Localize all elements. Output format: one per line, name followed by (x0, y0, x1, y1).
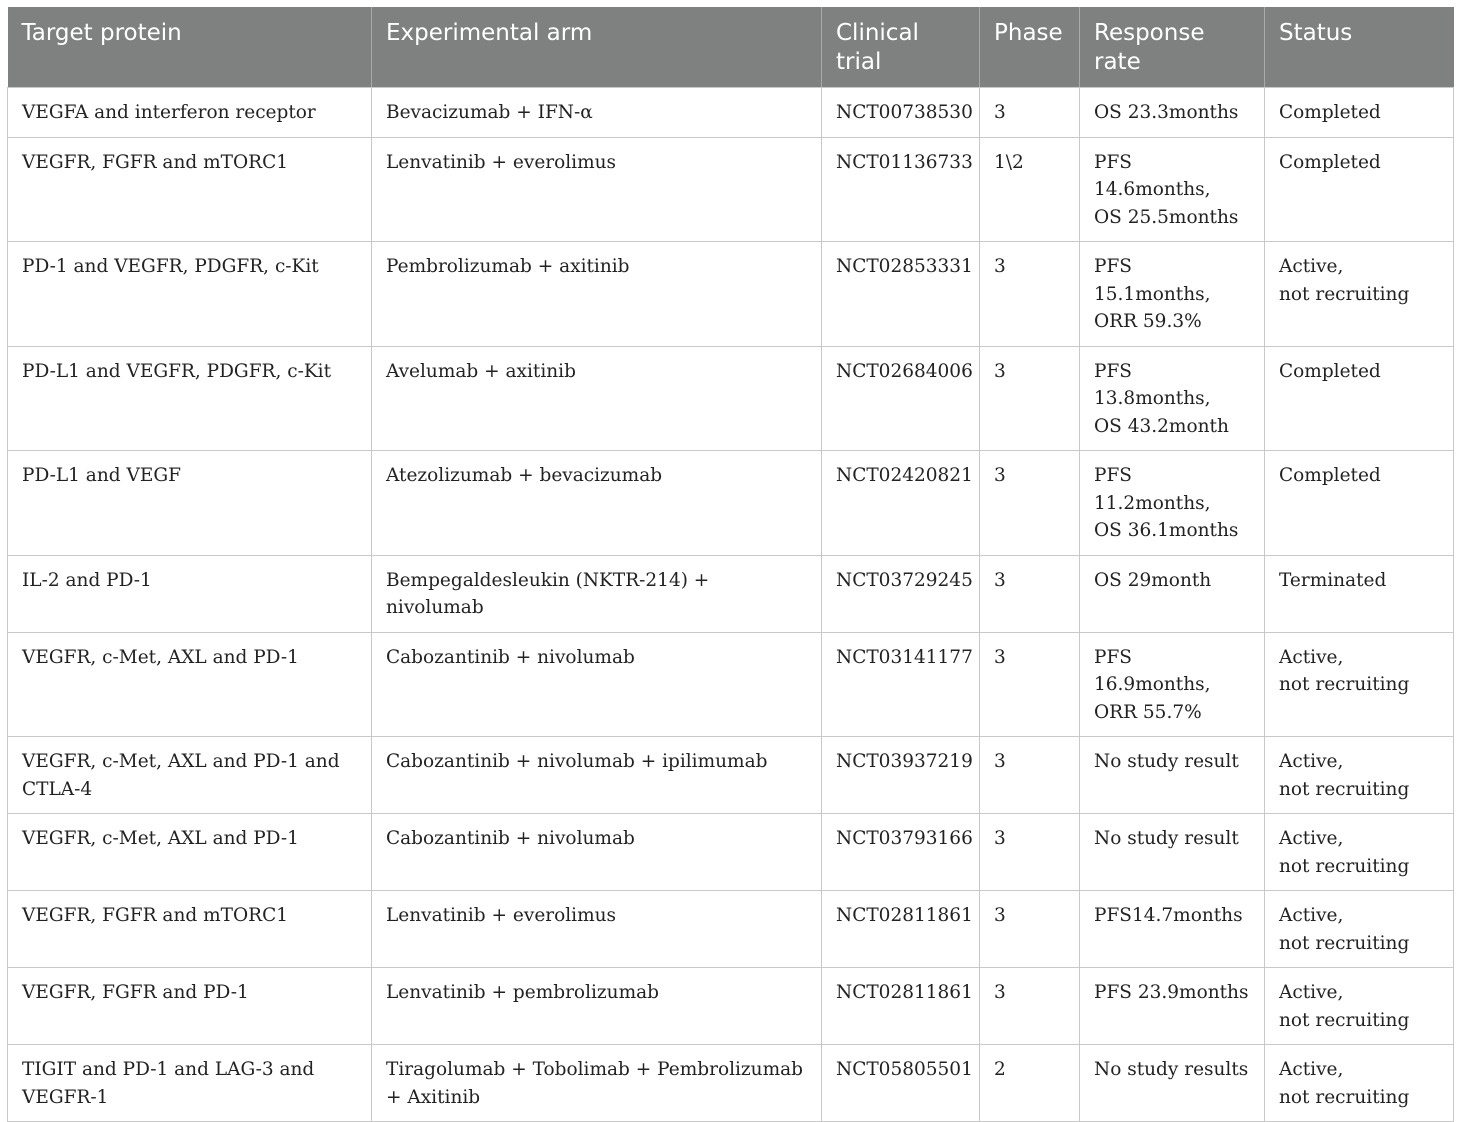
cell-text: NCT02420821 (836, 465, 973, 486)
header-label: Status (1279, 20, 1353, 46)
table-row (8, 814, 1454, 891)
cell-text: PFS14.7months (1094, 905, 1243, 926)
cell-experimental-arm (372, 814, 822, 891)
cell-text: Pembrolizumab + axitinib (386, 256, 630, 277)
cell-text: Active, not recruiting (1279, 982, 1410, 1031)
cell-text: VEGFR, c-Met, AXL and PD-1 (22, 646, 299, 668)
table-row (8, 137, 1454, 242)
cell-text: Cabozantinib + nivolumab (386, 828, 635, 849)
cell-phase (980, 88, 1080, 138)
cell-text: 3 (994, 646, 1006, 668)
cell-status (1265, 242, 1454, 347)
cell-text: 3 (994, 905, 1006, 926)
cell-status (1265, 451, 1454, 556)
cell-text: Lenvatinib + everolimus (386, 905, 617, 926)
cell-status (1265, 737, 1454, 814)
cell-text: PD-1 and VEGFR, PDGFR, c-Kit (22, 256, 319, 277)
header-label: Experimental arm (386, 20, 593, 46)
table-row (8, 88, 1454, 138)
cell-text: VEGFA and interferon receptor (22, 102, 316, 123)
cell-text: 3 (994, 982, 1006, 1003)
cell-phase (980, 242, 1080, 347)
table-header (8, 7, 1454, 88)
cell-status (1265, 346, 1454, 451)
cell-response-rate (1080, 814, 1265, 891)
cell-text: 3 (994, 256, 1006, 277)
cell-clinical-trial (822, 737, 980, 814)
cell-text: 3 (994, 569, 1006, 591)
cell-experimental-arm (372, 242, 822, 347)
cell-text: 3 (994, 465, 1006, 486)
cell-phase (980, 555, 1080, 632)
cell-text: NCT03729245 (836, 569, 973, 591)
cell-target-protein (8, 451, 372, 556)
cell-clinical-trial (822, 968, 980, 1045)
cell-text: NCT03793166 (836, 828, 973, 849)
cell-text: Active, not recruiting (1279, 256, 1410, 305)
cell-text: No study results (1094, 1059, 1249, 1080)
cell-experimental-arm (372, 88, 822, 138)
cell-response-rate (1080, 451, 1265, 556)
cell-phase (980, 814, 1080, 891)
header-experimental-arm (372, 7, 822, 88)
cell-target-protein (8, 242, 372, 347)
cell-status (1265, 632, 1454, 737)
header-row (8, 7, 1454, 88)
cell-text: Completed (1279, 360, 1381, 382)
cell-text: PFS 23.9months (1094, 982, 1249, 1003)
cell-clinical-trial (822, 137, 980, 242)
cell-text: PFS 13.8months, OS 43.2month (1094, 360, 1229, 437)
cell-text: No study result (1094, 751, 1239, 772)
cell-phase (980, 451, 1080, 556)
cell-experimental-arm (372, 968, 822, 1045)
cell-experimental-arm (372, 1045, 822, 1122)
cell-response-rate (1080, 555, 1265, 632)
cell-text: NCT02811861 (836, 905, 973, 926)
cell-text: 3 (994, 102, 1006, 123)
cell-target-protein (8, 346, 372, 451)
cell-target-protein (8, 555, 372, 632)
cell-text: Completed (1279, 465, 1381, 486)
cell-clinical-trial (822, 88, 980, 138)
cell-text: No study result (1094, 828, 1239, 849)
cell-text: VEGFR, FGFR and mTORC1 (22, 905, 289, 926)
cell-text: Active, not recruiting (1279, 828, 1410, 877)
cell-text: VEGFR, FGFR and PD-1 (22, 982, 249, 1003)
header-label: Clinical trial (836, 20, 919, 75)
cell-target-protein (8, 814, 372, 891)
clinical-trials-table (7, 7, 1454, 1122)
cell-text: PD-L1 and VEGFR, PDGFR, c-Kit (22, 360, 332, 382)
cell-clinical-trial (822, 346, 980, 451)
cell-phase (980, 891, 1080, 968)
cell-text: Tiragolumab + Tobolimab + Pembrolizumab + Axitinib (386, 1059, 803, 1108)
cell-text: Avelumab + axitinib (386, 360, 576, 382)
cell-status (1265, 814, 1454, 891)
cell-text: NCT00738530 (836, 102, 973, 123)
table-body (8, 88, 1454, 1122)
header-label: Response rate (1094, 20, 1205, 75)
cell-experimental-arm (372, 737, 822, 814)
cell-experimental-arm (372, 451, 822, 556)
cell-status (1265, 968, 1454, 1045)
cell-target-protein (8, 137, 372, 242)
cell-phase (980, 137, 1080, 242)
cell-text: NCT02684006 (836, 360, 973, 382)
cell-text: 3 (994, 360, 1006, 382)
cell-status (1265, 88, 1454, 138)
cell-text: NCT05805501 (836, 1059, 973, 1080)
cell-response-rate (1080, 88, 1265, 138)
cell-text: Cabozantinib + nivolumab + ipilimumab (386, 751, 768, 772)
cell-text: Completed (1279, 102, 1381, 123)
cell-clinical-trial (822, 555, 980, 632)
table-row (8, 451, 1454, 556)
cell-text: VEGFR, c-Met, AXL and PD-1 and CTLA-4 (22, 751, 340, 800)
cell-status (1265, 1045, 1454, 1122)
cell-text: Active, not recruiting (1279, 905, 1410, 954)
cell-phase (980, 346, 1080, 451)
cell-text: NCT01136733 (836, 151, 973, 173)
cell-text: Active, not recruiting (1279, 751, 1410, 800)
cell-status (1265, 555, 1454, 632)
cell-experimental-arm (372, 555, 822, 632)
cell-response-rate (1080, 1045, 1265, 1122)
cell-text: Cabozantinib + nivolumab (386, 646, 635, 668)
cell-text: IL-2 and PD-1 (22, 569, 152, 591)
cell-clinical-trial (822, 1045, 980, 1122)
cell-text: NCT03937219 (836, 751, 973, 772)
cell-phase (980, 737, 1080, 814)
table-row (8, 632, 1454, 737)
table-row (8, 968, 1454, 1045)
cell-clinical-trial (822, 632, 980, 737)
header-label: Target protein (21, 20, 182, 46)
cell-text: TIGIT and PD-1 and LAG-3 and VEGFR-1 (22, 1059, 315, 1108)
cell-target-protein (8, 968, 372, 1045)
table-row (8, 1045, 1454, 1122)
cell-text: PFS 14.6months, OS 25.5months (1094, 151, 1239, 228)
cell-clinical-trial (822, 814, 980, 891)
cell-experimental-arm (372, 137, 822, 242)
cell-experimental-arm (372, 632, 822, 737)
cell-status (1265, 891, 1454, 968)
cell-experimental-arm (372, 891, 822, 968)
cell-status (1265, 137, 1454, 242)
cell-text: Terminated (1279, 569, 1387, 591)
cell-text: 1\2 (994, 151, 1024, 173)
cell-text: PD-L1 and VEGF (22, 465, 181, 486)
cell-text: Bempegaldesleukin (NKTR-214) + nivolumab (386, 569, 710, 618)
cell-text: Bevacizumab + IFN-α (386, 102, 593, 123)
cell-response-rate (1080, 891, 1265, 968)
table-row (8, 555, 1454, 632)
cell-text: Completed (1279, 151, 1381, 173)
cell-response-rate (1080, 137, 1265, 242)
cell-target-protein (8, 88, 372, 138)
cell-clinical-trial (822, 891, 980, 968)
cell-experimental-arm (372, 346, 822, 451)
cell-text: PFS 15.1months, ORR 59.3% (1094, 256, 1211, 332)
cell-target-protein (8, 1045, 372, 1122)
cell-target-protein (8, 891, 372, 968)
cell-text: NCT03141177 (836, 646, 973, 668)
cell-text: VEGFR, FGFR and mTORC1 (22, 151, 289, 173)
header-phase (980, 7, 1080, 88)
cell-clinical-trial (822, 451, 980, 556)
cell-response-rate (1080, 968, 1265, 1045)
cell-text: 3 (994, 828, 1006, 849)
cell-target-protein (8, 737, 372, 814)
cell-text: Lenvatinib + pembrolizumab (386, 982, 659, 1003)
table-row (8, 891, 1454, 968)
cell-text: OS 23.3months (1094, 102, 1239, 123)
cell-text: PFS 11.2months, OS 36.1months (1094, 465, 1239, 541)
cell-text: Atezolizumab + bevacizumab (386, 465, 663, 486)
table-row (8, 737, 1454, 814)
cell-phase (980, 632, 1080, 737)
header-label: Phase (994, 20, 1063, 46)
cell-text: PFS 16.9months, ORR 55.7% (1094, 646, 1211, 723)
cell-response-rate (1080, 346, 1265, 451)
cell-text: VEGFR, c-Met, AXL and PD-1 (22, 828, 299, 849)
cell-text: OS 29month (1094, 569, 1212, 591)
cell-text: NCT02853331 (836, 256, 973, 277)
header-clinical-trial (822, 7, 980, 88)
cell-response-rate (1080, 737, 1265, 814)
cell-text: 2 (994, 1059, 1006, 1080)
table-row (8, 346, 1454, 451)
cell-text: NCT02811861 (836, 982, 973, 1003)
cell-clinical-trial (822, 242, 980, 347)
cell-text: Lenvatinib + everolimus (386, 151, 617, 173)
cell-text: 3 (994, 751, 1006, 772)
clinical-trials-table-container (7, 7, 1453, 1122)
cell-target-protein (8, 632, 372, 737)
cell-response-rate (1080, 632, 1265, 737)
cell-phase (980, 1045, 1080, 1122)
cell-text: Active, not recruiting (1279, 1059, 1410, 1108)
header-status (1265, 7, 1454, 88)
cell-response-rate (1080, 242, 1265, 347)
cell-text: Active, not recruiting (1279, 646, 1410, 695)
header-response-rate (1080, 7, 1265, 88)
cell-phase (980, 968, 1080, 1045)
table-row (8, 242, 1454, 347)
header-target-protein (8, 7, 372, 88)
